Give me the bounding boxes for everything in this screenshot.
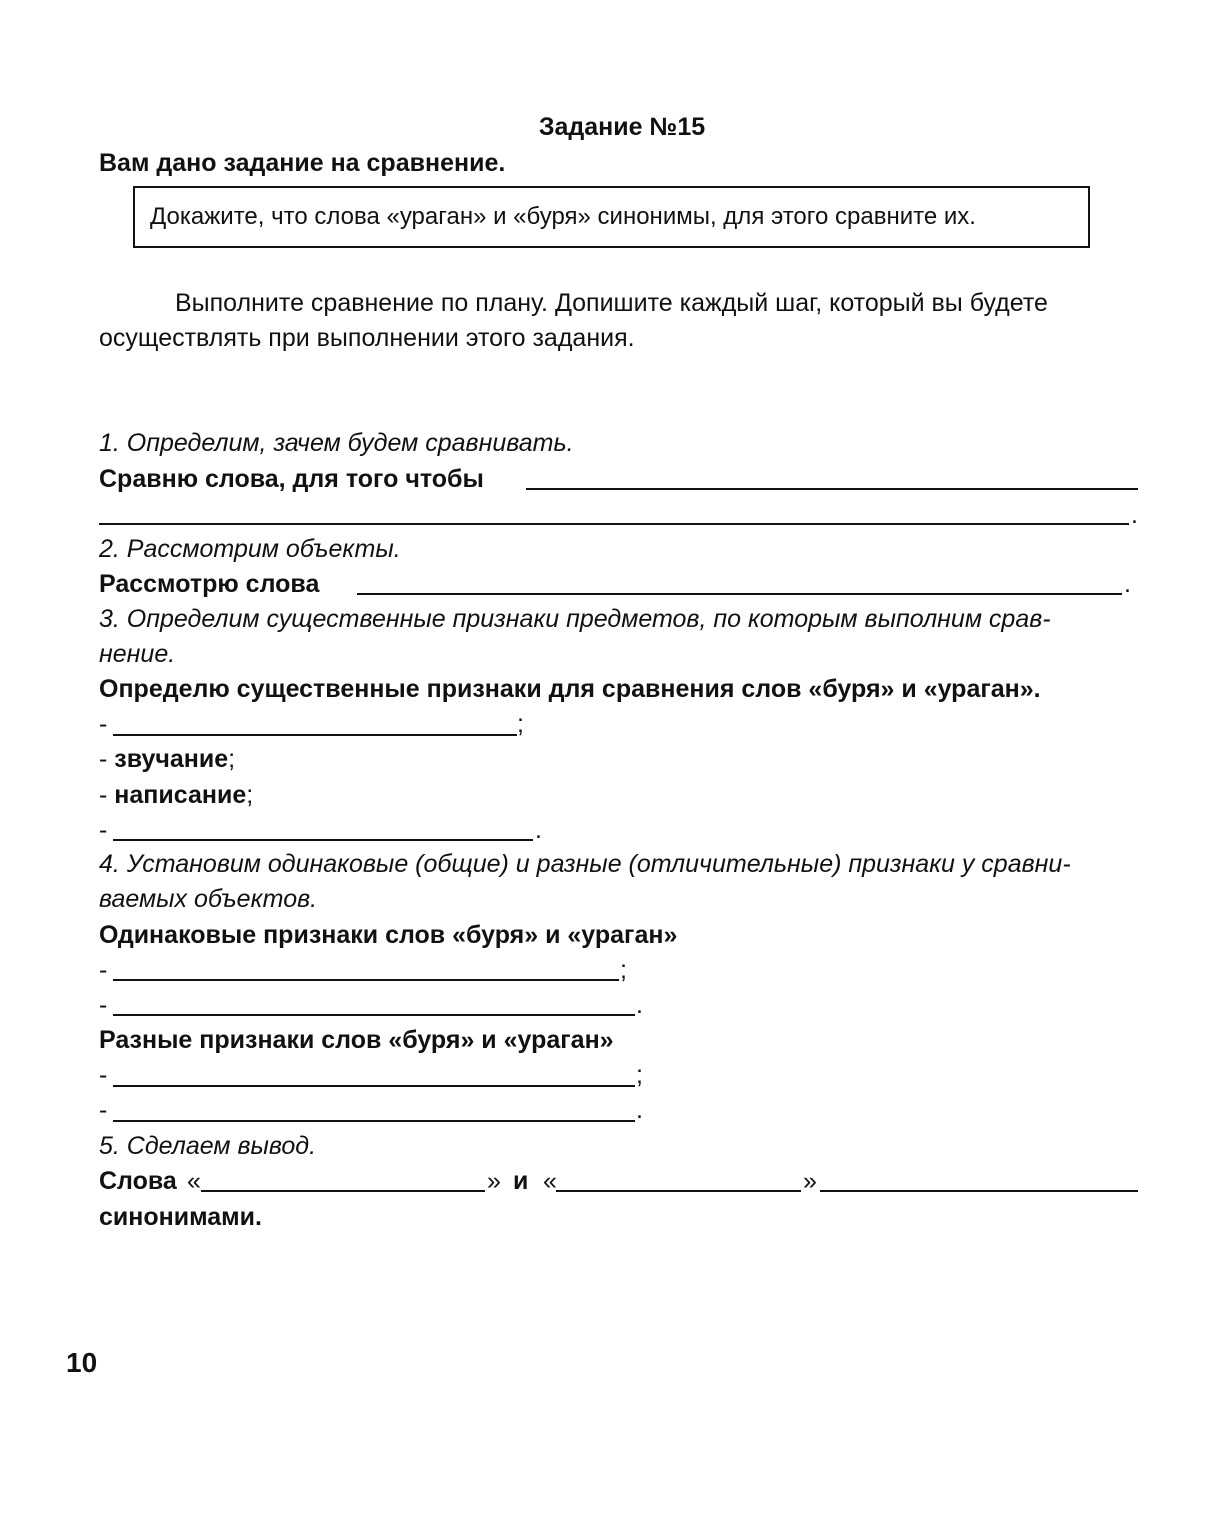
step1-answer-line-2[interactable] [99,523,1129,525]
task-intro: Вам дано задание на сравнение. [99,149,506,177]
step3-item-sound: звучание [114,745,229,773]
step4-diff-line-1[interactable] [113,1085,635,1087]
step4-same-item-1: - [99,956,108,984]
page-number: 10 [66,1347,98,1378]
step5-heading: 5. Сделаем вывод. [99,1132,317,1160]
step4-diff-item-1: - [99,1061,108,1089]
step5-ending: синонимами. [99,1203,262,1231]
step1-prompt [99,464,484,494]
step1-period: . [1131,501,1138,529]
step4-heading-line-1: 4. Установим одинаковые (общие) и разные (отличительные) признаки у сравни- [99,850,1071,878]
step5-prompt-word: Слова [99,1167,177,1195]
step3-item-3: - написание; [99,781,254,809]
step4-same-semicolon: ; [620,956,627,984]
step1-heading: 1. Определим, зачем будем сравнивать. [99,429,574,457]
task-box [133,186,1090,248]
step4-same-label: Одинаковые признаки слов «буря» и «ураган» [99,921,678,949]
step5-conjunction: и [513,1167,529,1195]
step4-same-line-1[interactable] [113,979,619,981]
step2-prompt: Рассмотрю слова [99,570,320,598]
step5-open-quote-1: « [187,1167,201,1195]
step3-item-4: - [99,816,108,844]
step5-word-2-line[interactable] [556,1190,801,1192]
step1-prompt-text: Сравню слова, для того чтобы [99,465,484,493]
step3-heading-line-1: 3. Определим существенные признаки предметов, по которым выполним срав- [99,605,1051,633]
step4-same-period: . [636,991,643,1019]
step5-close-quote-1: » [487,1167,501,1195]
task-box-text: Докажите, что слова «ураган» и «буря» синонимы, для этого сравните их. [150,203,976,230]
step4-diff-line-2[interactable] [113,1120,635,1122]
step3-heading-line-2: нение. [99,640,176,668]
step4-heading-line-2: ваемых объектов. [99,885,318,913]
step2-period: . [1124,570,1131,598]
step5-close-quote-2: » [803,1167,817,1195]
step4-same-line-2[interactable] [113,1014,635,1016]
step5-open-quote-2: « [543,1167,557,1195]
step3-item-4-line[interactable] [113,839,533,841]
step4-diff-label: Разные признаки слов «буря» и «ураган» [99,1026,614,1054]
instruction-line-1: Выполните сравнение по плану. Допишите каждый шаг, который вы будете [175,289,1048,317]
step1-answer-line-1[interactable] [526,488,1138,490]
instruction-line-2: осуществлять при выполнении этого задания. [99,324,635,352]
step5-verdict-line[interactable] [820,1190,1138,1192]
step3-item-4-period: . [535,816,542,844]
step2-answer-line[interactable] [357,593,1122,595]
task-title: Задание №15 [538,113,706,141]
step4-diff-semicolon: ; [636,1061,643,1089]
step2-heading: 2. Рассмотрим объекты. [99,535,401,563]
step3-prompt: Определю существенные признаки для сравнения слов «буря» и «ураган». [99,675,1041,703]
step4-diff-period: . [636,1096,643,1124]
step5-word-1-line[interactable] [201,1190,485,1192]
step3-item-1-line[interactable] [113,734,517,736]
step3-item-1: - [99,710,108,738]
step3-item-writing: написание [114,781,247,809]
step3-item-1-semicolon: ; [517,710,524,738]
step4-diff-item-2: - [99,1096,108,1124]
step4-same-item-2: - [99,991,108,1019]
step3-item-2: - звучание; [99,745,236,773]
